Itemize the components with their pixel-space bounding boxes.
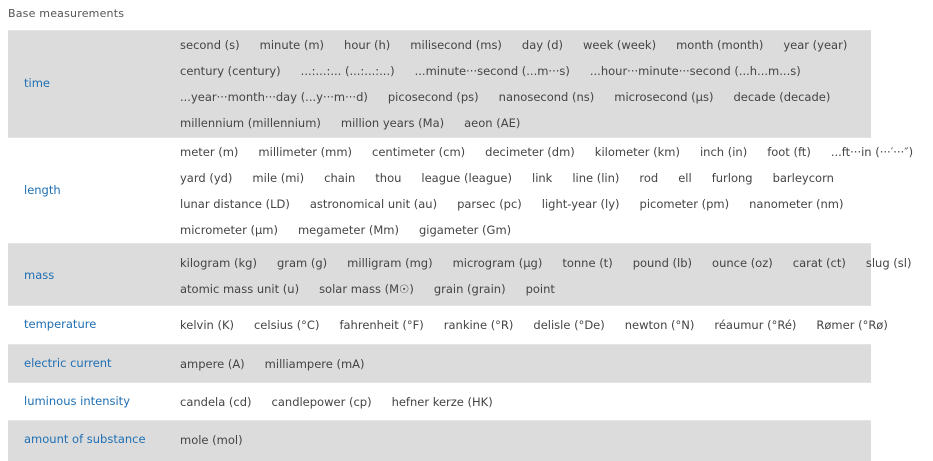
- unit-option[interactable]: million years (Ma): [340, 116, 445, 130]
- unit-option[interactable]: rankine (°R): [443, 318, 514, 332]
- unit-option[interactable]: chain: [324, 171, 356, 185]
- unit-option[interactable]: kilogram (kg): [180, 256, 257, 270]
- unit-option[interactable]: slug (sl): [865, 256, 912, 270]
- unit-option[interactable]: pound (lb): [632, 256, 693, 270]
- unit-option[interactable]: millimeter (mm): [258, 145, 353, 159]
- unit-option[interactable]: ampere (A): [180, 357, 245, 371]
- unit-option[interactable]: thou: [375, 171, 402, 185]
- unit-option[interactable]: week (week): [583, 38, 657, 52]
- unit-option[interactable]: milliampere (mA): [264, 357, 365, 371]
- unit-line: [180, 351, 871, 377]
- unit-line: [180, 312, 888, 338]
- category-row: [8, 344, 871, 382]
- unit-option[interactable]: milisecond (ms): [410, 38, 502, 52]
- category-label-length[interactable]: length: [24, 183, 61, 197]
- category-label-time[interactable]: time: [24, 76, 50, 90]
- unit-option[interactable]: microsecond (μs): [614, 90, 714, 104]
- unit-option[interactable]: solar mass (M☉): [319, 282, 414, 296]
- unit-option[interactable]: rod: [639, 171, 659, 185]
- unit-option[interactable]: year (year): [783, 38, 848, 52]
- unit-option[interactable]: lunar distance (LD): [180, 197, 290, 211]
- unit-option[interactable]: ounce (oz): [712, 256, 773, 270]
- unit-option[interactable]: microgram (μg): [452, 256, 543, 270]
- category-row: [8, 382, 871, 420]
- unit-option[interactable]: ...minute···second (...m···s): [414, 64, 570, 78]
- unit-option[interactable]: milligram (mg): [347, 256, 433, 270]
- section-title: Base measurements: [8, 7, 125, 20]
- unit-option[interactable]: candela (cd): [180, 395, 252, 409]
- unit-option[interactable]: ...year···month···day (...y···m···d): [180, 90, 368, 104]
- unit-line: [180, 191, 871, 217]
- unit-option[interactable]: millennium (millennium): [180, 116, 321, 130]
- unit-option[interactable]: hour (h): [344, 38, 391, 52]
- unit-line: [180, 84, 871, 110]
- unit-line: [180, 389, 871, 415]
- unit-option[interactable]: gigameter (Gm): [418, 223, 512, 237]
- unit-option[interactable]: parsec (pc): [457, 197, 522, 211]
- unit-option[interactable]: picosecond (ps): [387, 90, 479, 104]
- unit-option[interactable]: tonne (t): [562, 256, 613, 270]
- unit-option[interactable]: kelvin (K): [180, 318, 234, 332]
- unit-option[interactable]: ...:...:... (...:...:...): [300, 64, 395, 78]
- unit-option[interactable]: Rømer (°Rø): [816, 318, 888, 332]
- unit-option[interactable]: inch (in): [699, 145, 748, 159]
- unit-line: [180, 165, 871, 191]
- unit-option[interactable]: gram (g): [276, 256, 328, 270]
- unit-option[interactable]: carat (ct): [792, 256, 846, 270]
- unit-option[interactable]: light-year (ly): [541, 197, 620, 211]
- unit-option[interactable]: second (s): [180, 38, 240, 52]
- unit-option[interactable]: minute (m): [259, 38, 325, 52]
- unit-option[interactable]: month (month): [676, 38, 764, 52]
- category-row: [8, 243, 912, 305]
- unit-option[interactable]: celsius (°C): [253, 318, 320, 332]
- unit-line: [180, 250, 912, 276]
- unit-option[interactable]: line (lin): [572, 171, 620, 185]
- unit-option[interactable]: aeon (AE): [464, 116, 521, 130]
- unit-option[interactable]: kilometer (km): [594, 145, 680, 159]
- unit-option[interactable]: day (d): [521, 38, 564, 52]
- unit-option[interactable]: micrometer (μm): [180, 223, 278, 237]
- unit-option[interactable]: centimeter (cm): [372, 145, 466, 159]
- unit-option[interactable]: century (century): [180, 64, 281, 78]
- category-label-temperature[interactable]: temperature: [24, 317, 97, 331]
- unit-option[interactable]: yard (yd): [180, 171, 233, 185]
- unit-line: [180, 110, 871, 136]
- unit-option[interactable]: atomic mass unit (u): [180, 282, 300, 296]
- unit-option[interactable]: newton (°N): [624, 318, 695, 332]
- unit-option[interactable]: fahrenheit (°F): [339, 318, 424, 332]
- category-row: [8, 305, 888, 344]
- category-label-amount-of-substance[interactable]: amount of substance: [24, 432, 146, 446]
- unit-option[interactable]: candlepower (cp): [271, 395, 372, 409]
- unit-option[interactable]: nanometer (nm): [749, 197, 844, 211]
- unit-line: [180, 276, 871, 302]
- unit-option[interactable]: mole (mol): [180, 433, 243, 447]
- unit-option[interactable]: link: [532, 171, 553, 185]
- unit-line: [180, 427, 871, 453]
- unit-line: [180, 32, 871, 58]
- unit-option[interactable]: réaumur (°Ré): [714, 318, 797, 332]
- unit-option[interactable]: league (league): [421, 171, 512, 185]
- unit-option[interactable]: point: [525, 282, 555, 296]
- unit-option[interactable]: decade (decade): [733, 90, 831, 104]
- unit-option[interactable]: furlong: [711, 171, 753, 185]
- unit-option[interactable]: picometer (pm): [639, 197, 730, 211]
- unit-line: [180, 217, 871, 243]
- unit-option[interactable]: astronomical unit (au): [309, 197, 438, 211]
- unit-option[interactable]: ell: [678, 171, 692, 185]
- category-row: [8, 137, 914, 243]
- unit-option[interactable]: delisle (°De): [533, 318, 605, 332]
- unit-option[interactable]: nanosecond (ns): [498, 90, 595, 104]
- unit-option[interactable]: ...hour···minute···second (...h...m...s): [589, 64, 801, 78]
- unit-line: [180, 58, 871, 84]
- unit-option[interactable]: hefner kerze (HK): [391, 395, 493, 409]
- unit-option[interactable]: foot (ft): [767, 145, 811, 159]
- category-row: [8, 420, 871, 461]
- unit-option[interactable]: mile (mi): [252, 171, 305, 185]
- category-label-electric-current[interactable]: electric current: [24, 356, 112, 370]
- unit-option[interactable]: ...ft···in (···′···″): [830, 145, 914, 159]
- unit-option[interactable]: meter (m): [180, 145, 239, 159]
- category-row: [8, 30, 871, 137]
- unit-option[interactable]: grain (grain): [433, 282, 506, 296]
- category-label-mass[interactable]: mass: [24, 268, 55, 282]
- category-label-luminous-intensity[interactable]: luminous intensity: [24, 394, 130, 408]
- unit-option[interactable]: barleycorn: [772, 171, 834, 185]
- unit-line: [180, 139, 914, 165]
- unit-option[interactable]: megameter (Mm): [297, 223, 399, 237]
- unit-option[interactable]: decimeter (dm): [485, 145, 575, 159]
